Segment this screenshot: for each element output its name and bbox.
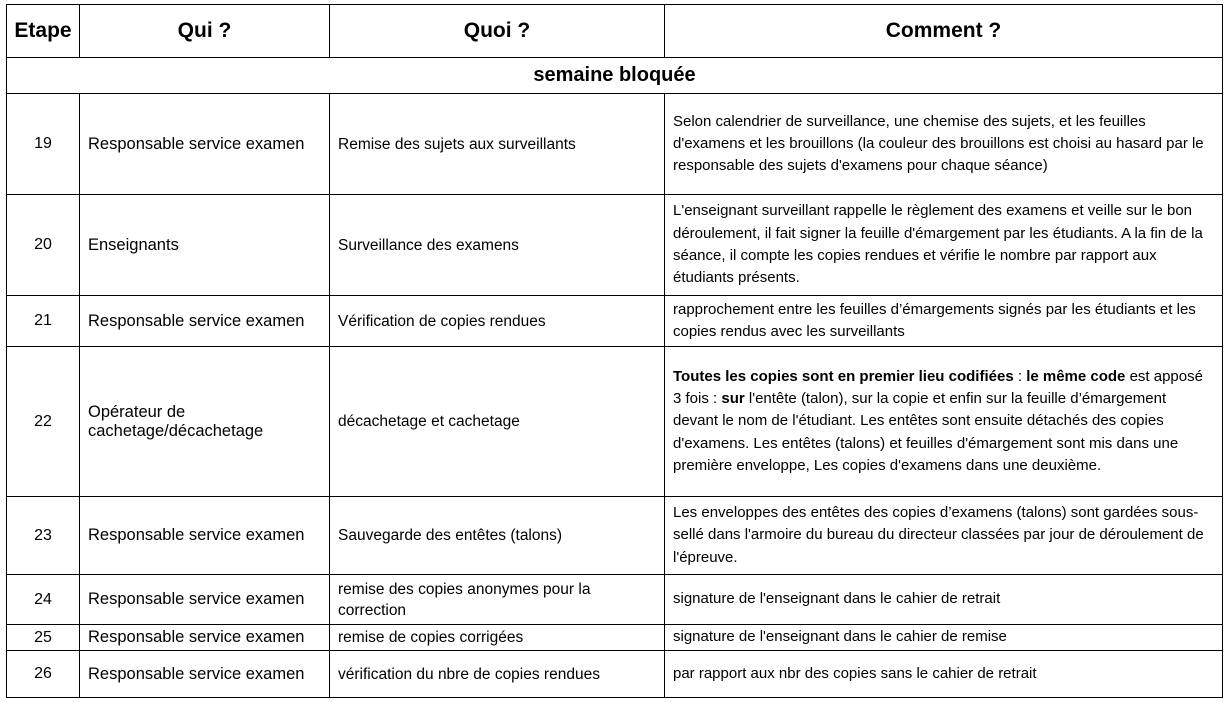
step-number: 22 [7, 347, 80, 497]
header-quoi: Quoi ? [330, 5, 665, 58]
who-cell: Responsable service examen [80, 497, 330, 575]
who-cell: Responsable service examen [80, 651, 330, 698]
procedure-table [6, 4, 1223, 698]
what-cell: Vérification de copies rendues [330, 296, 665, 347]
what-cell: Sauvegarde des entêtes (talons) [330, 497, 665, 575]
table-row [7, 347, 1223, 497]
table-row [7, 94, 1223, 195]
what-cell: Surveillance des examens [330, 195, 665, 296]
header-qui: Qui ? [80, 5, 330, 58]
what-cell: Remise des sujets aux surveillants [330, 94, 665, 195]
section-row [7, 58, 1223, 94]
header-comment: Comment ? [665, 5, 1223, 58]
header-etape: Etape [7, 5, 80, 58]
table-row [7, 575, 1223, 625]
table-row [7, 651, 1223, 698]
how-cell: L'enseignant surveillant rappelle le règlement des examens et veille sur le bon déroulement, il fait signer la feuille d'émargement par les étudiants. A la fin de la séance, il compte les copies rendues et vérifie le nombre par rapport aux étudiants présents. [665, 195, 1223, 296]
step-number: 23 [7, 497, 80, 575]
what-cell: vérification du nbre de copies rendues [330, 651, 665, 698]
step-number: 20 [7, 195, 80, 296]
how-text: l'entête (talon), sur la copie et enfin sur la feuille d’émargement devant le nom de l'étudiant. Les entêtes sont ensuite détachés des copies d'examens. Les entêtes (talons) et feuilles d'émargement sont mis dans une première enveloppe, Les copies d'examens dans une deuxième. [673, 390, 1179, 474]
what-cell: remise des copies anonymes pour la correction [330, 575, 665, 625]
step-number: 19 [7, 94, 80, 195]
step-number: 24 [7, 575, 80, 625]
how-cell: signature de l'enseignant dans le cahier de remise [665, 625, 1223, 651]
who-cell: Responsable service examen [80, 625, 330, 651]
how-cell: rapprochement entre les feuilles d’émargements signés par les étudiants et les copies rendus avec les surveillants [665, 296, 1223, 347]
how-bold-text: sur [721, 390, 745, 408]
table-row [7, 195, 1223, 296]
how-cell: Les enveloppes des entêtes des copies d’examens (talons) sont gardées sous-sellé dans l'armoire du bureau du directeur classées par jour de déroulement de l'épreuve. [665, 497, 1223, 575]
who-cell: Enseignants [80, 195, 330, 296]
table-row [7, 296, 1223, 347]
step-number: 25 [7, 625, 80, 651]
what-cell: décachetage et cachetage [330, 347, 665, 497]
step-number: 26 [7, 651, 80, 698]
table-row [7, 497, 1223, 575]
how-bold-text: le même code [1026, 367, 1126, 385]
who-cell: Responsable service examen [80, 94, 330, 195]
how-text: : [1013, 367, 1027, 385]
what-cell: remise de copies corrigées [330, 625, 665, 651]
table-row [7, 625, 1223, 651]
who-cell: Responsable service examen [80, 296, 330, 347]
how-cell [665, 347, 1223, 497]
how-cell: Selon calendrier de surveillance, une chemise des sujets, et les feuilles d'examens et les brouillons (la couleur des brouillons est choisi au hasard par le responsable des sujets d'examens pour chaque séance) [665, 94, 1223, 195]
header-row [7, 5, 1223, 58]
how-cell: signature de l'enseignant dans le cahier de retrait [665, 575, 1223, 625]
how-bold-text: Toutes les copies sont en premier lieu codifiées [673, 367, 1014, 385]
who-cell: Responsable service examen [80, 575, 330, 625]
section-title: semaine bloquée [7, 58, 1223, 94]
step-number: 21 [7, 296, 80, 347]
how-cell: par rapport aux nbr des copies sans le cahier de retrait [665, 651, 1223, 698]
who-cell: Opérateur de cachetage/décachetage [80, 347, 330, 497]
how-text: est apposé 3 fois : [673, 367, 1203, 408]
